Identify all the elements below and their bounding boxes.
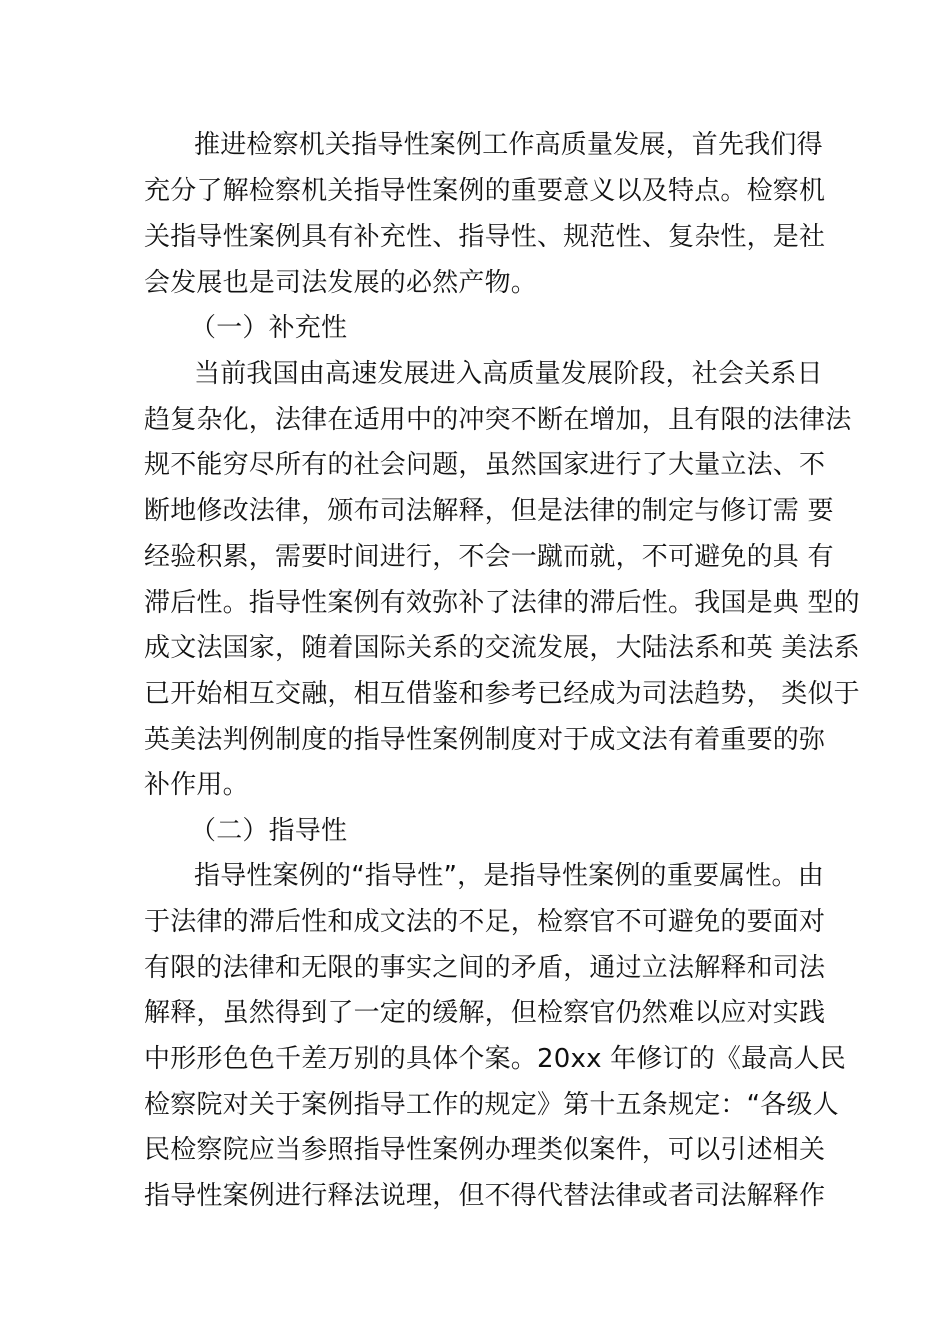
paragraph-3-line-3: 有限的法律和无限的事实之间的矛盾，通过立法解释和司法 — [144, 953, 826, 983]
section-heading-1: （一）补充性 — [190, 313, 348, 343]
paragraph-2-line-10: 补作用。 — [144, 770, 249, 800]
paragraph-3-line-6: 检察院对关于案例指导工作的规定》第十五条规定：“各级人 — [144, 1090, 839, 1120]
paragraph-2-line-8: 已开始相互交融，相互借鉴和参考已经成为司法趋势， 类似于 — [144, 679, 860, 709]
paragraph-2-line-7: 成文法国家，随着国际关系的交流发展，大陆法系和英 美法系 — [144, 633, 860, 663]
paragraph-3-line-1: 指导性案例的“指导性”，是指导性案例的重要属性。由 — [194, 861, 824, 891]
paragraph-1-line-3: 关指导性案例具有补充性、指导性、规范性、复杂性，是社 — [144, 222, 826, 252]
paragraph-2-line-6: 滞后性。指导性案例有效弥补了法律的滞后性。我国是典 型的 — [144, 588, 860, 618]
paragraph-2-line-9: 英美法判例制度的指导性案例制度对于成文法有着重要的弥 — [144, 725, 826, 755]
paragraph-1-line-4: 会发展也是司法发展的必然产物。 — [144, 268, 538, 298]
paragraph-1-line-2: 充分了解检察机关指导性案例的重要意义以及特点。检察机 — [144, 176, 826, 206]
paragraph-3-line-7: 民检察院应当参照指导性案例办理类似案件，可以引述相关 — [144, 1135, 826, 1165]
paragraph-3-line-5: 中形形色色千差万别的具体个案。20xx 年修订的《最高人民 — [144, 1044, 846, 1074]
paragraph-3-line-2: 于法律的滞后性和成文法的不足，检察官不可避免的要面对 — [144, 907, 826, 937]
paragraph-2-line-2: 趋复杂化，法律在适用中的冲突不断在增加，且有限的法律法 — [144, 405, 852, 435]
paragraph-2-line-5: 经验积累，需要时间进行，不会一蹴而就，不可避免的具 有 — [144, 542, 834, 572]
paragraph-3-line-4: 解释，虽然得到了一定的缓解，但检察官仍然难以应对实践 — [144, 998, 826, 1028]
paragraph-1-line-1: 推进检察机关指导性案例工作高质量发展，首先我们得 — [194, 130, 823, 160]
paragraph-2-line-3: 规不能穷尽所有的社会问题，虽然国家进行了大量立法、不 — [144, 450, 826, 480]
paragraph-2-line-4: 断地修改法律，颁布司法解释，但是法律的制定与修订需 要 — [144, 496, 834, 526]
paragraph-3-line-8: 指导性案例进行释法说理，但不得代替法律或者司法解释作 — [144, 1181, 826, 1211]
section-heading-2: （二）指导性 — [190, 816, 348, 846]
paragraph-2-line-1: 当前我国由高速发展进入高质量发展阶段，社会关系日 — [194, 359, 823, 389]
